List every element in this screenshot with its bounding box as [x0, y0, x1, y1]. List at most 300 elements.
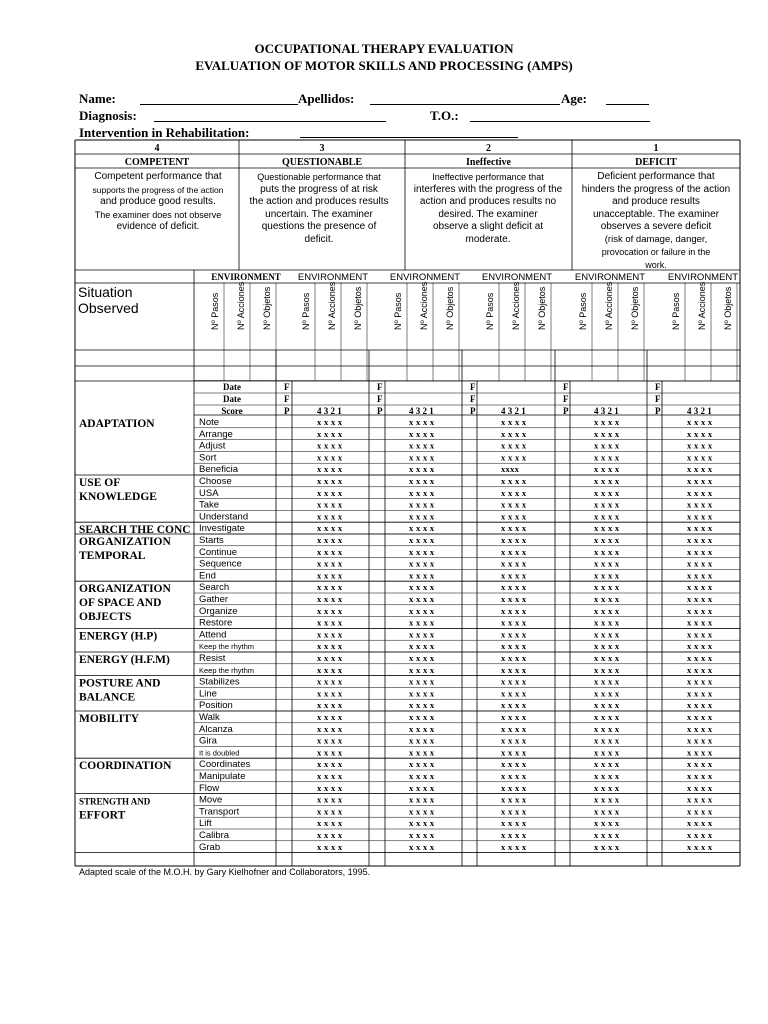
category-label: ORGANIZATION [79, 583, 171, 596]
observed-label: Observed [78, 300, 139, 316]
item-label: Arrange [199, 428, 233, 440]
category-label: ADAPTATION [79, 418, 155, 430]
item-label: Move [199, 794, 223, 806]
score-mark: x x x x [594, 546, 620, 557]
score-mark: x x x x [317, 428, 343, 439]
form-subtitle: EVALUATION OF MOTOR SKILLS AND PROCESSING (AMPS) [195, 58, 573, 73]
score-mark: x x x x [594, 818, 620, 829]
score-mark: x x x x [317, 546, 343, 557]
score-digits: 4 3 2 1 [594, 406, 619, 416]
sub-column-label: Nº Pasos [301, 292, 311, 330]
score-mark: x x x x [594, 723, 620, 734]
score-mark: x x x x [317, 806, 343, 817]
score-mark: x x x x [501, 664, 527, 675]
score-mark: x x x x [594, 499, 620, 510]
to-label: T.O.: [430, 108, 459, 123]
score-mark: x x x x [501, 487, 527, 498]
score-mark: x x x x [409, 841, 435, 852]
item-label: Keep the rhythm [199, 665, 255, 675]
item-label: Continue [199, 546, 238, 558]
score-mark: x x x x [409, 830, 435, 840]
score-mark: x x x x [594, 747, 620, 758]
score-mark: x x x x [501, 546, 527, 557]
score-mark: x x x x [409, 723, 435, 734]
score-mark: x x x x [594, 641, 620, 652]
score-mark: x x x x [594, 735, 620, 746]
score-mark: x x x x [687, 629, 713, 640]
score-mark: x x x x [594, 794, 620, 805]
level-number: 4 [154, 143, 160, 154]
item-label: Understand [199, 511, 249, 523]
score-mark: x x x x [317, 558, 343, 569]
score-mark: x x x x [687, 818, 713, 829]
score-mark: x x x x [317, 487, 343, 498]
item-label: Calibra [199, 830, 230, 841]
item-label: Sort [199, 452, 217, 464]
score-mark: x x x x [317, 464, 343, 475]
score-mark: x x x x [317, 771, 343, 781]
score-mark: x x x x [687, 688, 713, 699]
item-label: Restore [199, 617, 233, 629]
score-mark: x x x x [501, 794, 527, 805]
score-mark: x x x x [501, 617, 527, 628]
block-letter: P [470, 406, 476, 416]
score-mark: x x x x [687, 806, 713, 817]
score-mark: x x x x [317, 641, 343, 652]
sub-column-label: Nº Pasos [393, 292, 403, 330]
score-mark: x x x x [687, 712, 713, 722]
category-label: OF SPACE AND [79, 597, 162, 610]
score-mark: x x x x [594, 806, 620, 817]
score-mark: x x x x [317, 818, 343, 829]
score-mark: x x x x [594, 841, 620, 852]
score-digits: 4 3 2 1 [409, 406, 434, 416]
score-mark: x x x x [317, 664, 343, 675]
score-mark: x x x x [501, 629, 527, 640]
item-label: Coordinates [199, 759, 251, 771]
score-mark: x x x x [409, 664, 435, 675]
item-label: Walk [199, 712, 220, 723]
score-mark: x x x x [409, 499, 435, 510]
score-mark: x x x x [687, 570, 713, 581]
score-mark: x x x x [501, 830, 527, 840]
item-label: Investigate [199, 523, 245, 535]
score-mark: x x x x [594, 523, 620, 534]
score-mark: x x x x [409, 594, 435, 604]
score-mark: x x x x [594, 428, 620, 439]
score-mark: x x x x [317, 688, 343, 699]
block-letter: P [377, 406, 383, 416]
level-number: 3 [319, 143, 325, 154]
score-mark: x x x x [409, 653, 435, 663]
item-label: Gira [199, 735, 217, 747]
footer-note: Adapted scale of the M.O.H. by Gary Kielhofner and Collaborators, 1995. [79, 867, 371, 877]
sub-column-label: Nº Acciones [511, 281, 521, 330]
score-mark: x x x x [317, 605, 343, 616]
block-letter: F [655, 394, 661, 404]
item-label: Adjust [199, 440, 226, 452]
score-mark: x x x x [501, 806, 527, 817]
category-label: EFFORT [79, 809, 126, 822]
score-mark: x x x x [501, 511, 527, 522]
score-mark: x x x x [317, 511, 343, 522]
score-mark: x x x x [594, 617, 620, 628]
category-label: MOBILITY [79, 713, 140, 725]
sub-column-label: Nº Acciones [697, 281, 707, 330]
level-name: Ineffective [466, 157, 511, 168]
score-digits: 4 3 2 1 [317, 406, 342, 416]
score-mark: x x x x [594, 594, 620, 604]
score-mark: x x x x [317, 735, 343, 746]
score-mark: x x x x [409, 747, 435, 758]
sub-column-label: Nº Pasos [210, 292, 220, 330]
score-mark: x x x x [594, 570, 620, 581]
score-mark: x x x x [317, 417, 343, 427]
score-mark: x x x x [687, 723, 713, 734]
score-mark: x x x x [501, 771, 527, 781]
score-mark: x x x x [409, 428, 435, 439]
level-number: 1 [653, 143, 659, 154]
sub-column-label: Nº Acciones [327, 281, 337, 330]
level-name: QUESTIONABLE [281, 157, 363, 168]
score-mark: x x x x [687, 440, 713, 451]
block-letter: F [284, 382, 290, 392]
score-mark: x x x x [501, 476, 527, 486]
score-mark: x x x x [501, 641, 527, 652]
block-letter: F [655, 382, 661, 392]
item-label: It is doubled [199, 748, 240, 758]
category-label: ORGANIZATION [79, 536, 171, 548]
item-label: Attend [199, 629, 227, 641]
score-mark: x x x x [409, 523, 435, 534]
score-mark: x x x x [687, 830, 713, 840]
intervention-label: Intervention in Rehabilitation: [79, 125, 250, 140]
item-label: Stabilizes [199, 676, 240, 688]
description-ineffective: Ineffective performance that interferes with the progress of the action and produces results no desired. The examiner observe a slight deficit at moderate. [413, 172, 563, 245]
score-mark: x x x x [687, 476, 713, 486]
score-mark: x x x x [594, 535, 620, 545]
score-digits: 4 3 2 1 [687, 406, 712, 416]
score-mark: x x x x [687, 759, 713, 770]
date-row-label: Date [223, 394, 241, 404]
score-mark: x x x x [317, 523, 343, 534]
item-label: Note [199, 417, 220, 428]
score-mark: x x x x [594, 759, 620, 770]
block-letter: P [563, 406, 569, 416]
score-mark: x x x x [687, 452, 713, 463]
category-label: KNOWLEDGE [79, 491, 157, 503]
item-label: Take [199, 499, 220, 511]
score-mark: x x x x [317, 841, 343, 852]
score-mark: x x x x [594, 452, 620, 463]
score-mark: x x x x [409, 511, 435, 522]
score-mark: x x x x [317, 830, 343, 840]
block-letter: P [655, 406, 661, 416]
score-mark: x x x x [594, 771, 620, 781]
score-mark: x x x x [594, 782, 620, 793]
score-mark: x x x x [409, 487, 435, 498]
score-mark: x x x x [594, 487, 620, 498]
score-mark: x x x x [687, 546, 713, 557]
score-mark: x x x x [317, 759, 343, 770]
score-mark: x x x x [409, 759, 435, 770]
score-mark: x x x x [409, 629, 435, 640]
score-mark: x x x x [409, 582, 435, 593]
score-mark: x x x x [409, 535, 435, 545]
score-mark: x x x x [687, 641, 713, 652]
score-mark: x x x x [501, 535, 527, 545]
score-mark: x x x x [687, 523, 713, 534]
score-mark: x x x x [317, 594, 343, 604]
category-label: ENERGY (H.P) [79, 630, 158, 643]
score-mark: x x x x [501, 747, 527, 758]
score-mark: x x x x [594, 417, 620, 427]
score-mark: x x x x [501, 723, 527, 734]
score-mark: x x x x [317, 452, 343, 463]
score-mark: x x x x [687, 771, 713, 781]
score-mark: x x x x [501, 782, 527, 793]
situation-label: Situation [78, 284, 133, 300]
item-label: Position [199, 700, 233, 712]
block-letter: F [470, 382, 476, 392]
category-label: USE OF [79, 477, 121, 489]
score-mark: x x x x [317, 653, 343, 663]
score-mark: x x x x [501, 570, 527, 581]
score-mark: x x x x [594, 664, 620, 675]
score-mark: x x x x [687, 605, 713, 616]
block-letter: F [563, 382, 569, 392]
score-mark: x x x x [687, 499, 713, 510]
score-mark: x x x x [687, 735, 713, 746]
score-mark: x x x x [409, 570, 435, 581]
score-mark: x x x x [409, 735, 435, 746]
item-label: Manipulate [199, 771, 246, 782]
score-mark: x x x x [409, 546, 435, 557]
sub-column-label: Nº Acciones [236, 281, 246, 330]
item-label: Organize [199, 605, 238, 617]
score-mark: x x x x [687, 700, 713, 711]
score-mark: x x x x [594, 582, 620, 593]
score-mark: x x x x [687, 511, 713, 522]
item-label: Starts [199, 535, 224, 546]
score-mark: x x x x [501, 653, 527, 663]
score-mark: x x x x [501, 428, 527, 439]
score-mark: x x x x [317, 676, 343, 687]
sub-column-label: Nº Objetos [445, 286, 455, 330]
score-mark: x x x x [687, 487, 713, 498]
score-mark: x x x x [317, 570, 343, 581]
level-name: COMPETENT [124, 157, 190, 168]
form-title: OCCUPATIONAL THERAPY EVALUATION [254, 41, 514, 56]
score-mark: x x x x [409, 464, 435, 475]
sub-column-label: Nº Objetos [630, 286, 640, 330]
score-mark: x x x x [687, 617, 713, 628]
score-mark: x x x x [594, 605, 620, 616]
score-mark: x x x x [409, 476, 435, 486]
score-mark: x x x x [594, 476, 620, 486]
item-label: Gather [199, 594, 229, 605]
date-row-label: Score [221, 406, 243, 416]
score-mark: x x x x [594, 464, 620, 475]
item-label: USA [199, 487, 219, 499]
score-mark: x x x x [594, 558, 620, 569]
score-mark: x x x x [687, 747, 713, 758]
item-label: Transport [199, 806, 240, 818]
sub-column-label: Nº Objetos [353, 286, 363, 330]
score-mark: x x x x [594, 676, 620, 687]
score-mark: x x x x [409, 452, 435, 463]
score-mark: x x x x [687, 653, 713, 663]
score-mark: x x x x [687, 664, 713, 675]
score-mark: x x x x [409, 771, 435, 781]
description-deficit: Deficient performance that hinders the progress of the action and produce results unacceptable. The examiner observes a severe deficit (risk of damage, danger, provocation or failure in the work. [581, 171, 731, 270]
diagnosis-label: Diagnosis: [79, 108, 137, 123]
score-mark: x x x x [409, 605, 435, 616]
name-label: Name: [79, 91, 116, 106]
sub-column-label: Nº Objetos [537, 286, 547, 330]
score-mark: x x x x [317, 629, 343, 640]
score-mark: x x x x [687, 582, 713, 593]
item-label: Beneficia [199, 464, 239, 476]
score-mark: x x x x [687, 417, 713, 427]
level-number: 2 [486, 143, 491, 154]
block-letter: F [563, 394, 569, 404]
item-label: Alcanza [199, 723, 233, 735]
environment-label: ENVIRONMENT [297, 272, 369, 283]
environment-label: ENVIRONMENT [574, 272, 646, 283]
score-mark: x x x x [317, 617, 343, 628]
score-mark: x x x x [409, 794, 435, 805]
score-mark: x x x x [317, 794, 343, 805]
score-mark: x x x x [687, 558, 713, 569]
score-mark: x x x x [687, 464, 713, 475]
score-mark: x x x x [501, 594, 527, 604]
score-mark: x x x x [501, 582, 527, 593]
score-mark: x x x x [409, 440, 435, 451]
item-label: Flow [199, 782, 220, 794]
sub-column-label: Nº Acciones [604, 281, 614, 330]
score-mark: x x x x [317, 723, 343, 734]
score-mark: x x x x [409, 688, 435, 699]
score-mark: x x x x [594, 830, 620, 840]
score-mark: x x x x [687, 535, 713, 545]
category-label: BALANCE [79, 691, 136, 704]
apellidos-label: Apellidos: [298, 91, 355, 106]
score-mark: x x x x [687, 428, 713, 439]
item-label: Search [199, 582, 230, 594]
score-mark: x x x x [317, 747, 343, 758]
sub-column-label: Nº Pasos [671, 292, 681, 330]
score-mark: x x x x [501, 523, 527, 534]
score-mark: x x x x [409, 641, 435, 652]
block-letter: F [377, 394, 383, 404]
score-mark: x x x x [317, 499, 343, 510]
item-label: Keep the rhythm [199, 642, 255, 652]
score-mark: x x x x [594, 688, 620, 699]
score-mark: x x x x [317, 700, 343, 711]
environment-label: ENVIRONMENT [389, 272, 461, 283]
item-label: Grab [199, 841, 221, 853]
score-mark: x x x x [501, 759, 527, 770]
block-letter: P [284, 406, 290, 416]
category-label: COORDINATION [79, 760, 172, 773]
score-mark: x x x x [501, 440, 527, 451]
environment-label: ENVIRONMENT [481, 272, 553, 283]
category-label: ENERGY (H.F.M) [79, 654, 170, 666]
score-mark: x x x x [501, 735, 527, 746]
score-mark: x x x x [501, 700, 527, 711]
date-row-label: Date [223, 382, 241, 392]
score-mark: x x x x [501, 841, 527, 852]
score-mark: x x x x [409, 676, 435, 687]
score-mark: x x x x [409, 782, 435, 793]
item-label: Sequence [199, 558, 242, 570]
score-mark: x x x x [501, 818, 527, 829]
item-label: Resist [199, 653, 226, 664]
score-mark: x x x x [501, 558, 527, 569]
score-mark: x x x x [501, 452, 527, 463]
score-mark: x x x x [687, 676, 713, 687]
score-digits: 4 3 2 1 [501, 406, 526, 416]
score-mark: x x x x [317, 782, 343, 793]
sub-column-label: Nº Pasos [485, 292, 495, 330]
level-name: DEFICIT [635, 157, 677, 168]
category-label: SEARCH THE CONC [79, 524, 191, 537]
category-label: POSTURE AND [79, 677, 161, 690]
score-mark: x x x x [501, 688, 527, 699]
score-mark: x x x x [317, 535, 343, 545]
score-mark: x x x x [409, 417, 435, 427]
score-mark: x x x x [687, 782, 713, 793]
category-label: OBJECTS [79, 611, 132, 624]
sub-column-label: Nº Objetos [723, 286, 733, 330]
score-mark: x x x x [687, 841, 713, 852]
score-mark: x x x x [594, 653, 620, 663]
item-label: Line [199, 688, 217, 700]
score-mark: x x x x [687, 594, 713, 604]
item-label: Lift [199, 818, 212, 830]
sub-column-label: Nº Pasos [578, 292, 588, 330]
item-label: Choose [199, 476, 232, 487]
block-letter: F [284, 394, 290, 404]
block-letter: F [377, 382, 383, 392]
score-mark: x x x x [501, 417, 527, 427]
score-mark: x x x x [594, 712, 620, 722]
score-mark: x x x x [501, 712, 527, 722]
description-competent: Competent performance that supports the progress of the action and produce good results. The examiner does not observe evidence of deficit. [92, 171, 224, 232]
sub-column-label: Nº Objetos [262, 286, 272, 330]
description-questionable: Questionable performance that puts the progress of at risk the action and produces results uncertain. The examiner questions the presence of deficit. [249, 172, 389, 245]
score-mark: x x x x [594, 700, 620, 711]
score-mark: x x x x [594, 440, 620, 451]
age-label: Age: [561, 91, 587, 106]
score-mark: x x x x [317, 440, 343, 451]
score-mark: x x x x [317, 476, 343, 486]
score-mark: x x x x [501, 605, 527, 616]
environment-label: ENVIRONMENT [667, 272, 739, 283]
category-label: STRENGTH AND [79, 796, 151, 807]
score-mark: x x x x [409, 712, 435, 722]
sub-column-label: Nº Acciones [419, 281, 429, 330]
score-mark: x x x x [409, 700, 435, 711]
score-mark: x x x x [594, 511, 620, 522]
environment-label: ENVIRONMENT [211, 272, 281, 282]
score-mark: xxxx [501, 464, 520, 475]
score-mark: x x x x [501, 499, 527, 510]
item-label: End [199, 570, 216, 582]
score-mark: x x x x [317, 582, 343, 593]
score-mark: x x x x [409, 818, 435, 829]
